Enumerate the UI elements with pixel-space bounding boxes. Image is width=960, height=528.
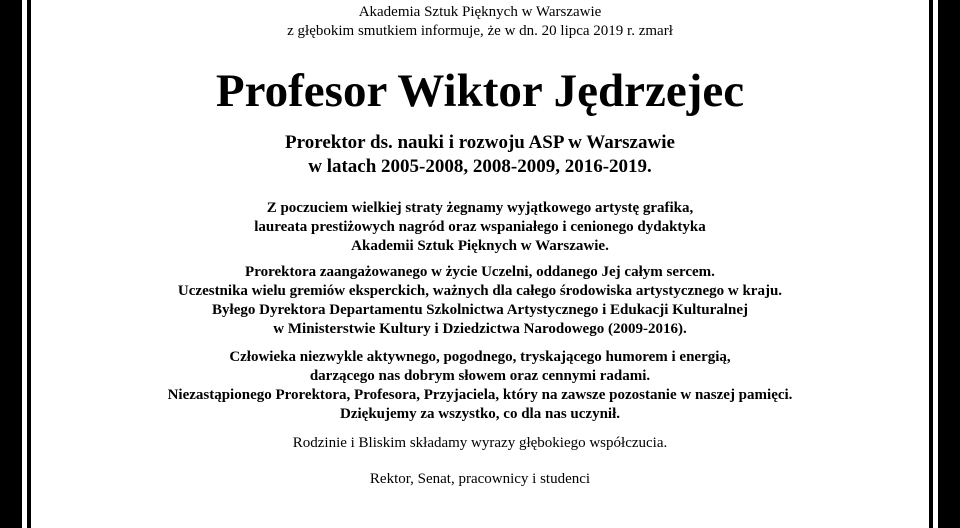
- role-line: Prorektor ds. nauki i rozwoju ASP w Warszawie: [285, 132, 675, 153]
- tribute-line: darzącego nas dobrym słowem oraz cennymi radami.: [309, 368, 651, 384]
- tribute-line: Uczestnika wielu gremiów eksperckich, ważnych dla całego środowiska artystycznego w kraju.: [177, 283, 783, 299]
- tribute-line: Prorektora zaangażowanego w życie Uczelni, oddanego Jej całym sercem.: [245, 264, 715, 280]
- signature-text: Rektor, Senat, pracownicy i studenci: [369, 471, 591, 487]
- tribute-paragraph-3: [40, 348, 920, 424]
- tribute-paragraph-1: [40, 199, 920, 256]
- condolence-text: Rodzinie i Bliskim składamy wyrazy głębokiego współczucia.: [292, 435, 668, 451]
- mourning-border-left-inner: [27, 0, 31, 528]
- announcement-text: z głębokim smutkiem informuje, że w dn. 20 lipca 2019 r. zmarł: [287, 23, 673, 39]
- tribute-paragraph-2: [40, 263, 920, 339]
- tribute-line: laureata prestiżowych nagród oraz wspaniałego i cenionego dydaktyka: [254, 219, 706, 235]
- role-years-line: w latach 2005-2008, 2008-2009, 2016-2019.: [308, 156, 652, 177]
- tribute-line: w Ministerstwie Kultury i Dziedzictwa Narodowego (2009-2016).: [273, 321, 687, 337]
- mourning-border-left-outer: [0, 0, 22, 528]
- tribute-line: Akademii Sztuk Pięknych w Warszawie.: [351, 238, 609, 254]
- tribute-line: Człowieka niezwykle aktywnego, pogodnego, tryskającego humorem i energią,: [229, 349, 731, 365]
- mourning-border-right-outer: [938, 0, 960, 528]
- mourning-border-right-inner: [929, 0, 933, 528]
- obituary-header: [40, 3, 920, 41]
- institution-name: Akademia Sztuk Pięknych w Warszawie: [358, 4, 602, 20]
- tribute-line: Niezastąpionego Prorektora, Profesora, Przyjaciela, który na zawsze pozostanie w naszej pamięci.: [167, 387, 793, 403]
- obituary-content: [40, 0, 920, 489]
- tribute-line: Z poczuciem wielkiej straty żegnamy wyjątkowego artystę grafika,: [266, 200, 694, 216]
- tribute-line: Dziękujemy za wszystko, co dla nas uczynił.: [340, 406, 620, 422]
- tribute-line: Byłego Dyrektora Departamentu Szkolnictwa Artystycznego i Edukacji Kulturalnej: [212, 302, 748, 318]
- deceased-name: Profesor Wiktor Jędrzejec: [215, 65, 745, 117]
- role-description: [40, 131, 920, 179]
